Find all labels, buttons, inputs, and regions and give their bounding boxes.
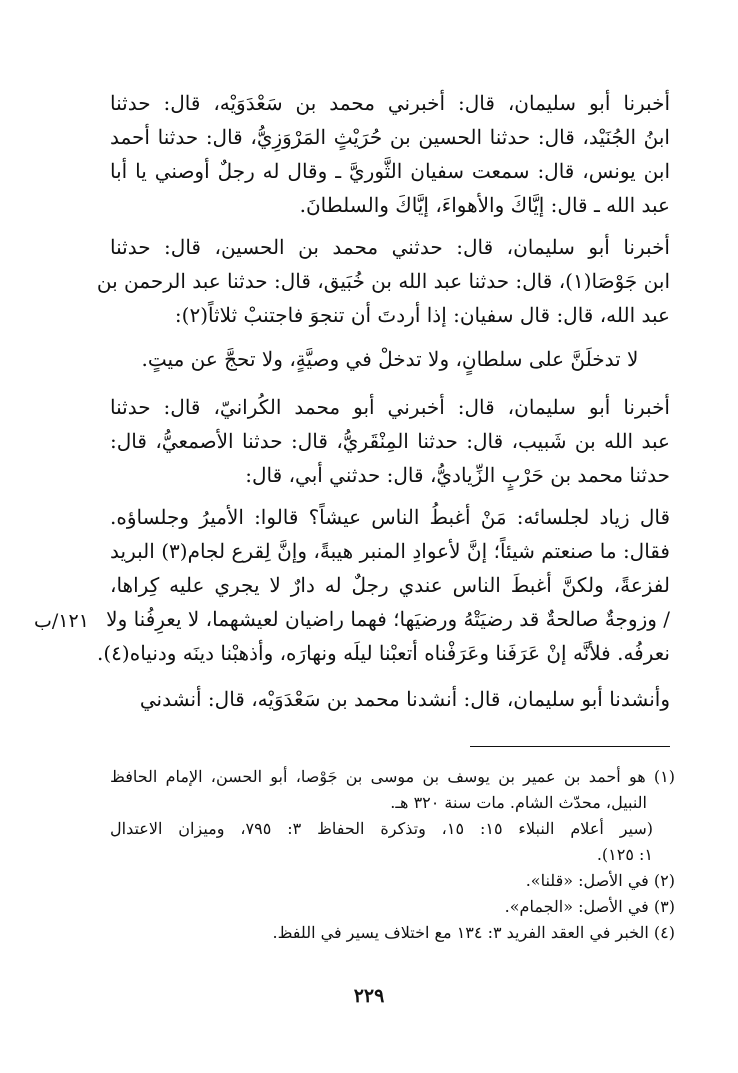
text-line: حدثنا محمد بن حَرْبٍ الزِّياديُّ، قال: حدثني أبي، قال:	[245, 463, 670, 487]
footnote-line: (سير أعلام النبلاء ١٥: ١٥، وتذكرة الحفاظ ٣: ٧٩٥، وميزان الاعتدال	[110, 819, 654, 838]
text-line: أخبرنا أبو سليمان، قال: حدثني محمد بن الحسين، قال: حدثنا	[110, 235, 670, 259]
text-line: قال زياد لجلسائه: مَنْ أغبطُ الناس عيشاً؟ قالوا: الأميرُ وجلساؤه.	[110, 505, 670, 529]
text-line: عبد الله ـ قال: إيَّاكَ والأهواءَ، إيَّاكَ والسلطانَ.	[299, 193, 670, 217]
text-line: لا تدخلَنَّ على سلطانٍ، ولا تدخلْ في وصيَّةٍ، ولا تحجَّ عن ميتٍ.	[141, 347, 639, 371]
footnote-line: (٣) في الأصل: «الجمام».	[504, 897, 675, 916]
footnote-line: ١: ١٢٥).	[596, 845, 653, 864]
text-line: أخبرنا أبو سليمان، قال: أخبرني أبو محمد الكُرانيّ، قال: حدثنا	[110, 395, 670, 419]
paragraph-5	[96, 500, 670, 670]
footnotes	[110, 764, 675, 946]
footnote-line: (٤) الخبر في العقد الفريد ٣: ١٣٤ مع اختلاف يسير في اللفظ.	[272, 923, 675, 942]
text-line: عبد الله بن شَبيب، قال: حدثنا المِنْقَريُّ، قال: حدثنا الأصمعيُّ، قال:	[110, 429, 670, 453]
paragraph-6	[110, 682, 670, 716]
paragraph-3	[110, 342, 670, 376]
text-line: عبد الله، قال: قال سفيان: إذا أردتَ أن تنجوَ فاجتنبْ ثلاثاً(٢):	[174, 303, 670, 327]
text-line: فقال: ما صنعتم شيئاً؛ إنَّ لأعوادِ المنبر هيبةً، وإنَّ لِقرع لجام(٣) البريد	[110, 539, 670, 563]
footnote-line: النبيل، محدّث الشام. مات سنة ٣٢٠ هـ.	[390, 793, 647, 812]
text-line: نعرفُه. فلأنَّه إنْ عَرَفَنا وعَرَفْناه أتعبْنا ليلَه ونهارَه، وأذهبْنا دينَه ودنياه(٤).	[96, 641, 670, 665]
paragraph-2	[96, 230, 670, 332]
text-line: ابن جَوْصَا(١)، قال: حدثنا عبد الله بن خُبَيق، قال: حدثنا عبد الرحمن بن	[96, 269, 670, 293]
paragraph-4	[110, 390, 670, 492]
text-line: ابنُ الجُنَيْد، قال: حدثنا الحسين بن حُرَيْثٍ المَرْوَزِيُّ، قال: حدثنا أحمد	[110, 125, 670, 149]
page-number: ٢٢٩	[353, 985, 385, 1007]
text-line: أخبرنا أبو سليمان، قال: أخبرني محمد بن سَعْدَوَيْه، قال: حدثنا	[110, 91, 670, 115]
footnote-line: (٢) في الأصل: «قلنا».	[525, 871, 675, 890]
margin-folio-note: ١٢١/ب	[34, 610, 89, 632]
footnote-divider	[470, 746, 670, 747]
footnote-line: (١) هو أحمد بن عمير بن يوسف بن موسى بن جَوْصا، أبو الحسن، الإمام الحافظ	[110, 767, 675, 786]
text-line: / وزوجةٌ صالحةٌ قد رضيَتْهُ ورضيَها؛ فهما راضيان لعيشهما، لا يعرِفُنا ولا	[106, 607, 670, 631]
paragraph-1	[110, 86, 670, 222]
text-line: لفزعةً، ولكنَّ أغبطَ الناس عندي رجلٌ له دارٌ لا يجري عليه كِراها،	[110, 573, 670, 597]
text-line: ابن يونس، قال: سمعت سفيان الثَّوريَّ ـ وقال له رجلٌ أوصني يا أبا	[110, 159, 670, 183]
text-line: وأنشدنا أبو سليمان، قال: أنشدنا محمد بن سَعْدَوَيْه، قال: أنشدني	[139, 687, 670, 711]
